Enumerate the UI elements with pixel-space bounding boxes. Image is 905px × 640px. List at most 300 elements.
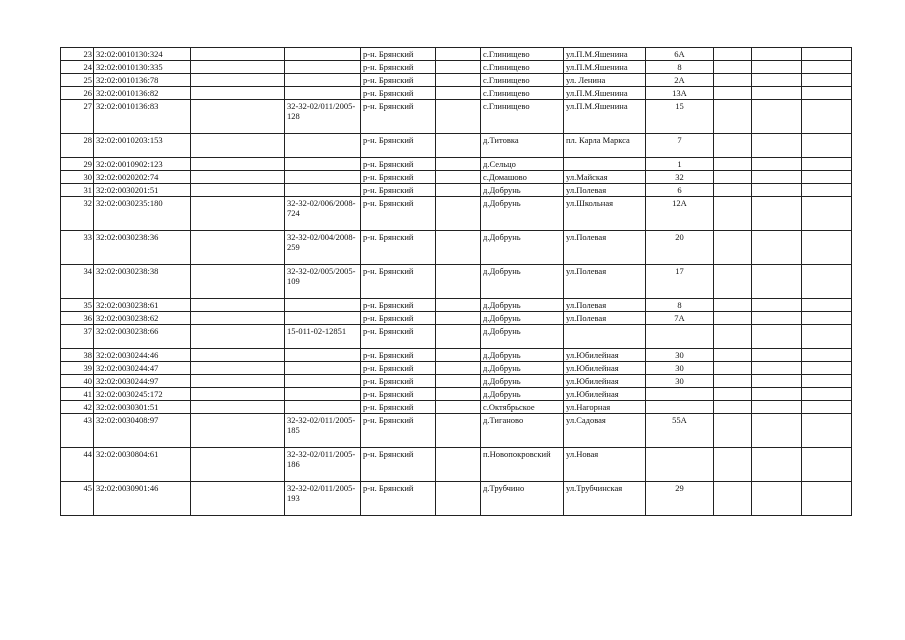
locality-cell: д.Титовка xyxy=(481,134,564,158)
empty-cell-cell xyxy=(191,362,285,375)
table-row xyxy=(61,231,852,265)
house-number-cell: 2А xyxy=(646,74,714,87)
street-cell: ул.Юбилейная xyxy=(564,388,646,401)
empty-cell-cell xyxy=(802,388,852,401)
empty-cell-cell xyxy=(752,482,802,516)
empty-cell-cell xyxy=(436,482,481,516)
empty-cell-cell xyxy=(752,61,802,74)
row-number-cell: 40 xyxy=(61,375,94,388)
locality-cell: с.Октябрьское xyxy=(481,401,564,414)
empty-cell-cell xyxy=(714,171,752,184)
district-cell: р-н. Брянский xyxy=(361,414,436,448)
empty-cell-cell xyxy=(436,48,481,61)
empty-cell-cell xyxy=(191,87,285,100)
registration-number-cell xyxy=(285,184,361,197)
empty-cell-cell xyxy=(191,197,285,231)
empty-cell-cell xyxy=(191,74,285,87)
registration-number-cell xyxy=(285,349,361,362)
cadastral-number-cell: 32:02:0030201:51 xyxy=(94,184,191,197)
registration-number-cell: 32-32-02/011/2005-186 xyxy=(285,448,361,482)
registration-number-cell xyxy=(285,87,361,100)
district-cell: р-н. Брянский xyxy=(361,171,436,184)
house-number-cell: 17 xyxy=(646,265,714,299)
cadastral-number-cell: 32:02:0030245:172 xyxy=(94,388,191,401)
district-cell: р-н. Брянский xyxy=(361,388,436,401)
registration-number-cell: 32-32-02/011/2005-193 xyxy=(285,482,361,516)
locality-cell: д.Добрунь xyxy=(481,325,564,349)
locality-cell: с.Глинищево xyxy=(481,61,564,74)
empty-cell-cell xyxy=(714,448,752,482)
locality-cell: с.Глинищево xyxy=(481,48,564,61)
empty-cell-cell xyxy=(752,184,802,197)
row-number-cell: 26 xyxy=(61,87,94,100)
row-number-cell: 34 xyxy=(61,265,94,299)
district-cell: р-н. Брянский xyxy=(361,325,436,349)
empty-cell-cell xyxy=(714,100,752,134)
empty-cell-cell xyxy=(752,448,802,482)
table-row xyxy=(61,325,852,349)
locality-cell: д.Тиганово xyxy=(481,414,564,448)
cadastral-number-cell: 32:02:0020202:74 xyxy=(94,171,191,184)
registration-number-cell xyxy=(285,312,361,325)
street-cell: ул.П.М.Яшенина xyxy=(564,100,646,134)
street-cell: ул.Новая xyxy=(564,448,646,482)
empty-cell-cell xyxy=(752,134,802,158)
row-number-cell: 24 xyxy=(61,61,94,74)
row-number-cell: 42 xyxy=(61,401,94,414)
empty-cell-cell xyxy=(436,184,481,197)
empty-cell-cell xyxy=(752,401,802,414)
district-cell: р-н. Брянский xyxy=(361,74,436,87)
district-cell: р-н. Брянский xyxy=(361,184,436,197)
registration-number-cell xyxy=(285,388,361,401)
empty-cell-cell xyxy=(436,362,481,375)
house-number-cell xyxy=(646,401,714,414)
table-row xyxy=(61,482,852,516)
empty-cell-cell xyxy=(714,184,752,197)
cadastral-number-cell: 32:02:0030244:47 xyxy=(94,362,191,375)
row-number-cell: 28 xyxy=(61,134,94,158)
empty-cell-cell xyxy=(714,134,752,158)
table-row xyxy=(61,48,852,61)
empty-cell-cell xyxy=(436,375,481,388)
locality-cell: д.Добрунь xyxy=(481,231,564,265)
empty-cell-cell xyxy=(802,87,852,100)
house-number-cell: 13А xyxy=(646,87,714,100)
empty-cell-cell xyxy=(714,312,752,325)
empty-cell-cell xyxy=(752,312,802,325)
house-number-cell: 12А xyxy=(646,197,714,231)
empty-cell-cell xyxy=(802,48,852,61)
house-number-cell xyxy=(646,388,714,401)
registration-number-cell: 32-32-02/011/2005-185 xyxy=(285,414,361,448)
house-number-cell: 1 xyxy=(646,158,714,171)
cadastral-number-cell: 32:02:0010203:153 xyxy=(94,134,191,158)
cadastral-number-cell: 32:02:0010136:82 xyxy=(94,87,191,100)
empty-cell-cell xyxy=(191,349,285,362)
registration-number-cell xyxy=(285,171,361,184)
empty-cell-cell xyxy=(752,375,802,388)
empty-cell-cell xyxy=(436,325,481,349)
empty-cell-cell xyxy=(714,74,752,87)
empty-cell-cell xyxy=(802,375,852,388)
street-cell xyxy=(564,158,646,171)
empty-cell-cell xyxy=(714,299,752,312)
empty-cell-cell xyxy=(752,87,802,100)
street-cell: ул.Полевая xyxy=(564,184,646,197)
empty-cell-cell xyxy=(436,448,481,482)
street-cell: ул.Полевая xyxy=(564,265,646,299)
locality-cell: с.Домашово xyxy=(481,171,564,184)
street-cell: ул.Юбилейная xyxy=(564,362,646,375)
street-cell: ул.Нагорная xyxy=(564,401,646,414)
empty-cell-cell xyxy=(436,265,481,299)
empty-cell-cell xyxy=(191,134,285,158)
empty-cell-cell xyxy=(752,197,802,231)
registration-number-cell xyxy=(285,362,361,375)
empty-cell-cell xyxy=(436,74,481,87)
empty-cell-cell xyxy=(436,401,481,414)
district-cell: р-н. Брянский xyxy=(361,482,436,516)
empty-cell-cell xyxy=(191,184,285,197)
empty-cell-cell xyxy=(802,184,852,197)
empty-cell-cell xyxy=(752,325,802,349)
empty-cell-cell xyxy=(191,48,285,61)
house-number-cell: 6 xyxy=(646,184,714,197)
empty-cell-cell xyxy=(802,349,852,362)
empty-cell-cell xyxy=(752,299,802,312)
street-cell: ул.П.М.Яшенина xyxy=(564,61,646,74)
empty-cell-cell xyxy=(191,325,285,349)
empty-cell-cell xyxy=(714,375,752,388)
empty-cell-cell xyxy=(191,448,285,482)
table-row xyxy=(61,74,852,87)
empty-cell-cell xyxy=(436,158,481,171)
empty-cell-cell xyxy=(802,312,852,325)
registration-number-cell: 15-011-02-12851 xyxy=(285,325,361,349)
table-row xyxy=(61,362,852,375)
empty-cell-cell xyxy=(714,349,752,362)
house-number-cell xyxy=(646,325,714,349)
district-cell: р-н. Брянский xyxy=(361,197,436,231)
table-row xyxy=(61,414,852,448)
empty-cell-cell xyxy=(436,349,481,362)
empty-cell-cell xyxy=(714,401,752,414)
empty-cell-cell xyxy=(802,134,852,158)
empty-cell-cell xyxy=(714,362,752,375)
empty-cell-cell xyxy=(714,231,752,265)
cadastral-number-cell: 32:02:0030901:46 xyxy=(94,482,191,516)
empty-cell-cell xyxy=(802,482,852,516)
district-cell: р-н. Брянский xyxy=(361,375,436,388)
empty-cell-cell xyxy=(802,362,852,375)
empty-cell-cell xyxy=(752,265,802,299)
empty-cell-cell xyxy=(191,158,285,171)
empty-cell-cell xyxy=(752,74,802,87)
empty-cell-cell xyxy=(436,197,481,231)
registration-number-cell: 32-32-02/005/2005-109 xyxy=(285,265,361,299)
empty-cell-cell xyxy=(714,325,752,349)
row-number-cell: 37 xyxy=(61,325,94,349)
street-cell: ул.Полевая xyxy=(564,231,646,265)
street-cell xyxy=(564,325,646,349)
row-number-cell: 35 xyxy=(61,299,94,312)
table-row xyxy=(61,388,852,401)
district-cell: р-н. Брянский xyxy=(361,265,436,299)
district-cell: р-н. Брянский xyxy=(361,448,436,482)
street-cell: ул.Садовая xyxy=(564,414,646,448)
cadastral-number-cell: 32:02:0010136:78 xyxy=(94,74,191,87)
house-number-cell: 8 xyxy=(646,299,714,312)
registration-number-cell: 32-32-02/006/2008-724 xyxy=(285,197,361,231)
empty-cell-cell xyxy=(802,74,852,87)
cadastral-number-cell: 32:02:0010136:83 xyxy=(94,100,191,134)
street-cell: ул.Юбилейная xyxy=(564,349,646,362)
locality-cell: с.Глинищево xyxy=(481,87,564,100)
empty-cell-cell xyxy=(802,299,852,312)
registration-number-cell xyxy=(285,134,361,158)
row-number-cell: 32 xyxy=(61,197,94,231)
locality-cell: п.Новопокровский xyxy=(481,448,564,482)
street-cell: ул.Юбилейная xyxy=(564,375,646,388)
locality-cell: с.Глинищево xyxy=(481,100,564,134)
table-row xyxy=(61,312,852,325)
empty-cell-cell xyxy=(802,171,852,184)
cadastral-number-cell: 32:02:0030238:66 xyxy=(94,325,191,349)
empty-cell-cell xyxy=(714,87,752,100)
table-row xyxy=(61,100,852,134)
table-row xyxy=(61,375,852,388)
table-body xyxy=(61,48,852,516)
street-cell: ул.П.М.Яшенина xyxy=(564,48,646,61)
empty-cell-cell xyxy=(752,349,802,362)
table-row xyxy=(61,184,852,197)
empty-cell-cell xyxy=(802,158,852,171)
house-number-cell: 55А xyxy=(646,414,714,448)
property-register-table xyxy=(60,47,852,516)
empty-cell-cell xyxy=(802,265,852,299)
table-row xyxy=(61,61,852,74)
locality-cell: д.Добрунь xyxy=(481,265,564,299)
row-number-cell: 25 xyxy=(61,74,94,87)
house-number-cell: 20 xyxy=(646,231,714,265)
row-number-cell: 27 xyxy=(61,100,94,134)
empty-cell-cell xyxy=(752,158,802,171)
district-cell: р-н. Брянский xyxy=(361,362,436,375)
table-row xyxy=(61,134,852,158)
district-cell: р-н. Брянский xyxy=(361,349,436,362)
table-row xyxy=(61,401,852,414)
street-cell: ул.П.М.Яшенина xyxy=(564,87,646,100)
house-number-cell: 30 xyxy=(646,362,714,375)
row-number-cell: 39 xyxy=(61,362,94,375)
empty-cell-cell xyxy=(191,312,285,325)
street-cell: ул.Полевая xyxy=(564,312,646,325)
street-cell: пл. Карла Маркса xyxy=(564,134,646,158)
cadastral-number-cell: 32:02:0030244:97 xyxy=(94,375,191,388)
cadastral-number-cell: 32:02:0030408:97 xyxy=(94,414,191,448)
locality-cell: д.Добрунь xyxy=(481,362,564,375)
empty-cell-cell xyxy=(714,158,752,171)
empty-cell-cell xyxy=(191,414,285,448)
locality-cell: д.Трубчино xyxy=(481,482,564,516)
cadastral-number-cell: 32:02:0030238:36 xyxy=(94,231,191,265)
house-number-cell xyxy=(646,448,714,482)
cadastral-number-cell: 32:02:0030238:62 xyxy=(94,312,191,325)
street-cell: ул.Трубчинская xyxy=(564,482,646,516)
empty-cell-cell xyxy=(436,87,481,100)
empty-cell-cell xyxy=(802,414,852,448)
locality-cell: д.Добрунь xyxy=(481,184,564,197)
locality-cell: д.Сельцо xyxy=(481,158,564,171)
table-row xyxy=(61,349,852,362)
street-cell: ул.Полевая xyxy=(564,299,646,312)
empty-cell-cell xyxy=(714,61,752,74)
house-number-cell: 7 xyxy=(646,134,714,158)
street-cell: ул. Ленина xyxy=(564,74,646,87)
empty-cell-cell xyxy=(436,414,481,448)
table-row xyxy=(61,299,852,312)
row-number-cell: 23 xyxy=(61,48,94,61)
cadastral-number-cell: 32:02:0030804:61 xyxy=(94,448,191,482)
empty-cell-cell xyxy=(191,375,285,388)
empty-cell-cell xyxy=(752,100,802,134)
cadastral-number-cell: 32:02:0030238:61 xyxy=(94,299,191,312)
table-row xyxy=(61,197,852,231)
empty-cell-cell xyxy=(436,312,481,325)
locality-cell: д.Добрунь xyxy=(481,349,564,362)
empty-cell-cell xyxy=(752,231,802,265)
district-cell: р-н. Брянский xyxy=(361,61,436,74)
locality-cell: д.Добрунь xyxy=(481,299,564,312)
house-number-cell: 32 xyxy=(646,171,714,184)
district-cell: р-н. Брянский xyxy=(361,401,436,414)
empty-cell-cell xyxy=(436,134,481,158)
district-cell: р-н. Брянский xyxy=(361,100,436,134)
district-cell: р-н. Брянский xyxy=(361,134,436,158)
district-cell: р-н. Брянский xyxy=(361,231,436,265)
registration-number-cell xyxy=(285,158,361,171)
table-row xyxy=(61,171,852,184)
locality-cell: д.Добрунь xyxy=(481,312,564,325)
empty-cell-cell xyxy=(802,61,852,74)
cadastral-number-cell: 32:02:0030235:180 xyxy=(94,197,191,231)
table-row xyxy=(61,265,852,299)
empty-cell-cell xyxy=(802,197,852,231)
empty-cell-cell xyxy=(191,388,285,401)
empty-cell-cell xyxy=(714,197,752,231)
registration-number-cell xyxy=(285,401,361,414)
house-number-cell: 30 xyxy=(646,349,714,362)
registration-number-cell xyxy=(285,48,361,61)
row-number-cell: 33 xyxy=(61,231,94,265)
row-number-cell: 29 xyxy=(61,158,94,171)
registration-number-cell xyxy=(285,74,361,87)
district-cell: р-н. Брянский xyxy=(361,299,436,312)
empty-cell-cell xyxy=(191,401,285,414)
cadastral-number-cell: 32:02:0010130:324 xyxy=(94,48,191,61)
house-number-cell: 8 xyxy=(646,61,714,74)
row-number-cell: 36 xyxy=(61,312,94,325)
row-number-cell: 31 xyxy=(61,184,94,197)
house-number-cell: 7А xyxy=(646,312,714,325)
empty-cell-cell xyxy=(191,61,285,74)
registration-number-cell: 32-32-02/004/2008-259 xyxy=(285,231,361,265)
empty-cell-cell xyxy=(752,388,802,401)
table-row xyxy=(61,158,852,171)
house-number-cell: 15 xyxy=(646,100,714,134)
empty-cell-cell xyxy=(714,482,752,516)
cadastral-number-cell: 32:02:0030301:51 xyxy=(94,401,191,414)
empty-cell-cell xyxy=(752,414,802,448)
empty-cell-cell xyxy=(752,362,802,375)
empty-cell-cell xyxy=(714,414,752,448)
locality-cell: с.Глинищево xyxy=(481,74,564,87)
empty-cell-cell xyxy=(752,171,802,184)
street-cell: ул.Школьная xyxy=(564,197,646,231)
empty-cell-cell xyxy=(191,299,285,312)
district-cell: р-н. Брянский xyxy=(361,312,436,325)
empty-cell-cell xyxy=(191,265,285,299)
document-sheet xyxy=(60,47,851,516)
registration-number-cell xyxy=(285,375,361,388)
table-row xyxy=(61,448,852,482)
row-number-cell: 41 xyxy=(61,388,94,401)
registration-number-cell: 32-32-02/011/2005-128 xyxy=(285,100,361,134)
row-number-cell: 38 xyxy=(61,349,94,362)
district-cell: р-н. Брянский xyxy=(361,158,436,171)
empty-cell-cell xyxy=(714,388,752,401)
empty-cell-cell xyxy=(436,388,481,401)
locality-cell: д.Добрунь xyxy=(481,375,564,388)
empty-cell-cell xyxy=(191,482,285,516)
empty-cell-cell xyxy=(436,231,481,265)
cadastral-number-cell: 32:02:0030238:38 xyxy=(94,265,191,299)
district-cell: р-н. Брянский xyxy=(361,48,436,61)
empty-cell-cell xyxy=(191,171,285,184)
registration-number-cell xyxy=(285,61,361,74)
locality-cell: д.Добрунь xyxy=(481,197,564,231)
district-cell: р-н. Брянский xyxy=(361,87,436,100)
empty-cell-cell xyxy=(191,100,285,134)
locality-cell: д.Добрунь xyxy=(481,388,564,401)
empty-cell-cell xyxy=(802,325,852,349)
empty-cell-cell xyxy=(802,100,852,134)
cadastral-number-cell: 32:02:0010130:335 xyxy=(94,61,191,74)
empty-cell-cell xyxy=(802,448,852,482)
cadastral-number-cell: 32:02:0010902:123 xyxy=(94,158,191,171)
row-number-cell: 43 xyxy=(61,414,94,448)
house-number-cell: 6А xyxy=(646,48,714,61)
cadastral-number-cell: 32:02:0030244:46 xyxy=(94,349,191,362)
row-number-cell: 44 xyxy=(61,448,94,482)
empty-cell-cell xyxy=(436,100,481,134)
empty-cell-cell xyxy=(714,265,752,299)
empty-cell-cell xyxy=(436,171,481,184)
empty-cell-cell xyxy=(436,299,481,312)
table-row xyxy=(61,87,852,100)
empty-cell-cell xyxy=(191,231,285,265)
empty-cell-cell xyxy=(436,61,481,74)
house-number-cell: 29 xyxy=(646,482,714,516)
empty-cell-cell xyxy=(752,48,802,61)
empty-cell-cell xyxy=(802,231,852,265)
empty-cell-cell xyxy=(802,401,852,414)
street-cell: ул.Майская xyxy=(564,171,646,184)
row-number-cell: 30 xyxy=(61,171,94,184)
registration-number-cell xyxy=(285,299,361,312)
row-number-cell: 45 xyxy=(61,482,94,516)
